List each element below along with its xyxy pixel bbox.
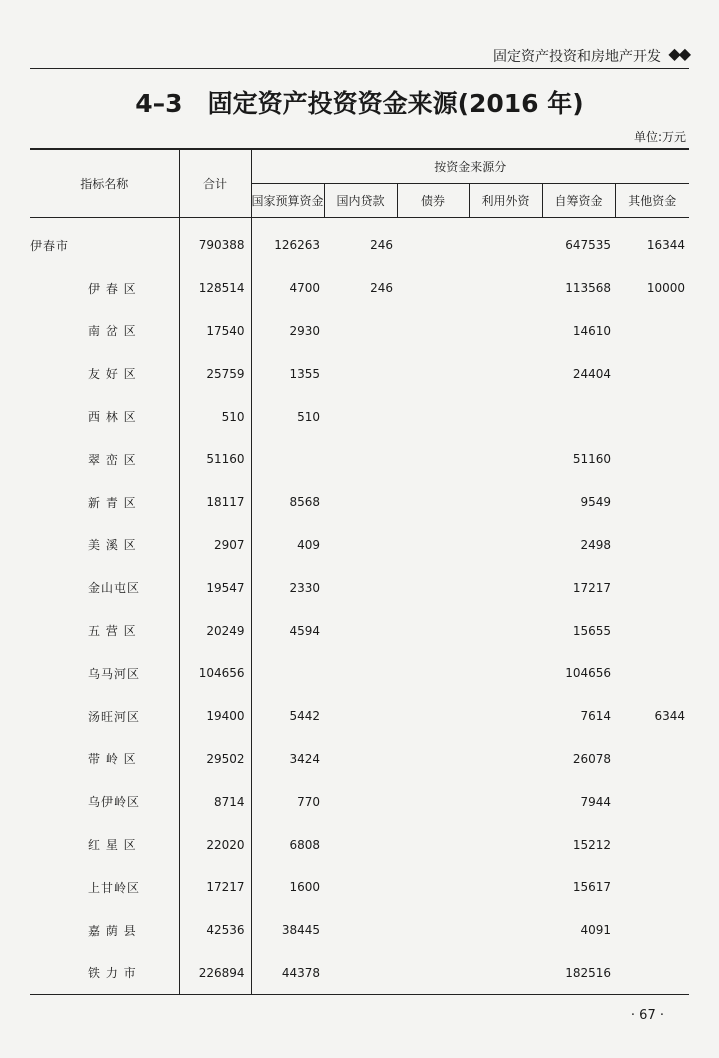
row-cell: 10000 [646, 281, 686, 296]
row-cell [324, 566, 397, 609]
row-cell [469, 823, 542, 866]
page-number: · 67 · [630, 1008, 664, 1023]
table-row [30, 952, 689, 995]
row-cell [251, 438, 324, 481]
row-cell: 4594 [289, 623, 320, 638]
row-cell [324, 738, 397, 781]
row-total: 29502 [179, 738, 251, 781]
table-row [30, 395, 689, 438]
row-cell [469, 481, 542, 524]
row-name: 嘉 荫 县 [30, 909, 179, 952]
row-cell: 510 [297, 409, 320, 424]
row-cell [469, 695, 542, 738]
row-cell [469, 218, 542, 267]
row-total: 19547 [179, 566, 251, 609]
table-title: 4–3 固定资产投资资金来源(2016 年) [135, 89, 584, 118]
row-cell: 17217 [572, 580, 611, 595]
row-cell: 1355 [289, 366, 320, 381]
row-cell: 246 [370, 238, 393, 253]
table-row [30, 738, 689, 781]
header-state-budget: 国家预算资金 [251, 184, 324, 218]
row-cell [469, 780, 542, 823]
row-total: 17217 [179, 866, 251, 909]
row-cell [324, 609, 397, 652]
row-cell [615, 310, 689, 353]
row-cell [324, 438, 397, 481]
row-cell: 24404 [572, 366, 611, 381]
row-cell [324, 780, 397, 823]
row-cell [615, 823, 689, 866]
row-cell: 6808 [289, 837, 320, 852]
row-cell [397, 267, 469, 310]
row-cell [397, 952, 469, 995]
row-name: 翠 峦 区 [30, 438, 179, 481]
row-cell: 3424 [289, 751, 320, 766]
row-cell [615, 866, 689, 909]
row-cell: 14610 [572, 323, 611, 338]
row-cell [469, 652, 542, 695]
row-cell [469, 952, 542, 995]
table-row [30, 909, 689, 952]
row-cell [397, 524, 469, 567]
row-cell [469, 438, 542, 481]
row-cell [324, 652, 397, 695]
header-foreign-investment: 利用外资 [469, 184, 542, 218]
row-cell: 16344 [646, 238, 686, 253]
row-total: 22020 [179, 823, 251, 866]
row-cell [397, 438, 469, 481]
row-cell: 15617 [572, 880, 611, 895]
row-cell: 113568 [565, 281, 611, 296]
row-cell: 104656 [565, 666, 611, 681]
table-row [30, 652, 689, 695]
row-cell [397, 652, 469, 695]
row-name: 伊 春 区 [30, 267, 179, 310]
row-cell [469, 909, 542, 952]
header-self-raised: 自筹资金 [542, 184, 615, 218]
row-cell [324, 695, 397, 738]
table-row [30, 267, 689, 310]
row-cell [397, 695, 469, 738]
row-cell: 2930 [289, 323, 320, 338]
row-name: 新 青 区 [30, 481, 179, 524]
row-name: 红 星 区 [30, 823, 179, 866]
row-name: 美 溪 区 [30, 524, 179, 567]
row-cell [469, 524, 542, 567]
row-name: 乌马河区 [30, 652, 179, 695]
row-total: 25759 [179, 352, 251, 395]
row-cell [397, 481, 469, 524]
row-name: 友 好 区 [30, 352, 179, 395]
row-cell [324, 524, 397, 567]
row-cell: 2330 [289, 580, 320, 595]
row-total: 18117 [179, 481, 251, 524]
row-cell: 7614 [580, 709, 611, 724]
row-cell: 8568 [289, 495, 320, 510]
row-name: 五 营 区 [30, 609, 179, 652]
row-cell [615, 566, 689, 609]
row-cell [615, 652, 689, 695]
row-total: 17540 [179, 310, 251, 353]
row-cell [469, 866, 542, 909]
investment-source-table [30, 148, 689, 995]
table-row [30, 524, 689, 567]
unit-label: 单位:万元 [633, 130, 686, 144]
row-cell [615, 481, 689, 524]
row-cell [324, 481, 397, 524]
row-total: 226894 [179, 952, 251, 995]
table-row [30, 218, 689, 267]
row-cell [469, 395, 542, 438]
table-row [30, 780, 689, 823]
header-rule [30, 68, 689, 69]
row-cell [324, 352, 397, 395]
row-cell: 44378 [251, 952, 324, 995]
row-name: 西 林 区 [30, 395, 179, 438]
row-cell [469, 352, 542, 395]
row-name: 南 岔 区 [30, 310, 179, 353]
table-row [30, 310, 689, 353]
row-cell: 51160 [572, 452, 611, 467]
row-cell [615, 438, 689, 481]
row-cell: 246 [370, 281, 393, 296]
row-cell [615, 609, 689, 652]
row-cell [615, 780, 689, 823]
row-cell: 409 [297, 537, 320, 552]
row-cell: 5442 [289, 709, 320, 724]
row-total: 104656 [179, 652, 251, 695]
table-row [30, 481, 689, 524]
row-cell: 9549 [580, 495, 611, 510]
header-bonds: 债券 [397, 184, 469, 218]
row-cell [397, 738, 469, 781]
row-total: 128514 [179, 267, 251, 310]
row-cell: 7944 [580, 794, 611, 809]
row-name: 带 岭 区 [30, 738, 179, 781]
row-total: 510 [179, 395, 251, 438]
row-cell: 126263 [274, 238, 320, 253]
row-cell [397, 909, 469, 952]
row-cell [324, 395, 397, 438]
table-row [30, 695, 689, 738]
header-domestic-loans: 国内贷款 [324, 184, 397, 218]
row-total: 51160 [179, 438, 251, 481]
header-total: 合计 [179, 149, 251, 218]
row-cell [324, 952, 397, 995]
table-row [30, 609, 689, 652]
row-cell: 4091 [580, 923, 611, 938]
row-cell [397, 395, 469, 438]
row-cell: 2498 [580, 537, 611, 552]
header-other-funds: 其他资金 [615, 184, 689, 218]
diamond-marks: ◆◆ [668, 44, 689, 63]
row-cell [397, 609, 469, 652]
header-indicator-name: 指标名称 [30, 149, 179, 218]
row-cell [469, 609, 542, 652]
row-name: 上甘岭区 [30, 866, 179, 909]
row-cell: 38445 [281, 923, 320, 938]
row-total: 8714 [179, 780, 251, 823]
row-cell [397, 823, 469, 866]
row-cell: 4700 [289, 281, 320, 296]
row-name: 金山屯区 [30, 566, 179, 609]
row-name: 铁 力 市 [30, 952, 179, 995]
row-cell [397, 218, 469, 267]
row-cell: 770 [297, 794, 320, 809]
row-cell [397, 866, 469, 909]
row-total: 42536 [179, 909, 251, 952]
row-cell: 1600 [289, 880, 320, 895]
row-cell [324, 866, 397, 909]
row-name: 汤旺河区 [30, 695, 179, 738]
row-cell [615, 909, 689, 952]
table-row [30, 438, 689, 481]
row-total: 790388 [179, 218, 251, 267]
row-cell [469, 738, 542, 781]
row-total: 2907 [179, 524, 251, 567]
row-cell [615, 352, 689, 395]
row-cell: 182516 [542, 952, 615, 995]
row-total: 20249 [179, 609, 251, 652]
row-name: 乌伊岭区 [30, 780, 179, 823]
row-cell: 15212 [572, 837, 611, 852]
running-header: 固定资产投资和房地产开发 [493, 49, 661, 65]
row-cell [397, 566, 469, 609]
row-cell [324, 310, 397, 353]
row-cell [324, 823, 397, 866]
row-cell [397, 352, 469, 395]
header-group-by-source: 按资金来源分 [251, 149, 689, 184]
row-cell [615, 524, 689, 567]
row-cell [469, 267, 542, 310]
row-cell [397, 780, 469, 823]
table-row [30, 566, 689, 609]
table-row [30, 823, 689, 866]
row-cell [542, 395, 615, 438]
row-cell [469, 310, 542, 353]
row-cell [615, 395, 689, 438]
row-cell [615, 952, 689, 995]
row-cell: 15655 [572, 623, 611, 638]
row-cell: 647535 [565, 238, 611, 253]
row-total: 19400 [179, 695, 251, 738]
row-cell [615, 738, 689, 781]
row-cell [469, 566, 542, 609]
row-cell: 6344 [654, 709, 686, 724]
row-cell [251, 652, 324, 695]
table-row [30, 866, 689, 909]
row-name: 伊春市 [30, 218, 179, 267]
table-row [30, 352, 689, 395]
row-cell [397, 310, 469, 353]
row-cell: 26078 [572, 751, 611, 766]
row-cell [324, 909, 397, 952]
